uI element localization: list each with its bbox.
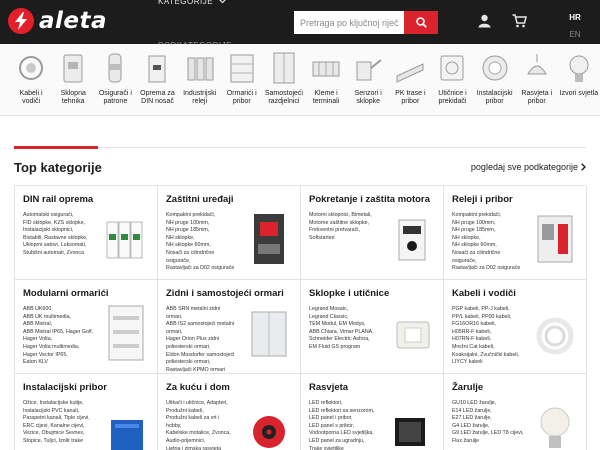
subcategory-link[interactable]: Motorni sklopnici, Bimetali,	[309, 212, 372, 218]
subcategory-link[interactable]: ABB Mistral,	[23, 321, 53, 328]
category-card[interactable]	[301, 280, 444, 374]
category-label: Sklopna tehnika	[60, 90, 86, 105]
subcategory-link[interactable]: NH pruge 185mm,	[452, 227, 496, 234]
see-all-label: pogledaj sve podkategorije	[470, 162, 578, 172]
subcategory-link[interactable]: H05RR-F kabeli,	[452, 328, 492, 335]
subcategory-link[interactable]: LED panel za ugradnju,	[309, 437, 365, 444]
subcategory-link[interactable]: ormari,	[166, 313, 183, 320]
subcategory-link[interactable]: Flux žarulje	[452, 437, 480, 444]
category-card[interactable]	[158, 186, 301, 280]
category-label: Instalacijski pribor	[476, 90, 513, 105]
category-card[interactable]	[158, 374, 301, 450]
language-switcher	[566, 9, 584, 43]
category-product-image	[248, 398, 290, 450]
subcategory-link[interactable]: LED reflektori sa senzorom,	[309, 407, 375, 414]
category-card-title[interactable]: Instalacijski pribor	[23, 382, 107, 393]
chevron-down-icon	[219, 0, 226, 4]
subcategory-link[interactable]: GU10 LED žarulje,	[452, 400, 497, 406]
category-card[interactable]	[301, 186, 444, 280]
subcategory-link[interactable]: LED panel i pribor,	[309, 415, 353, 422]
subcategory-link[interactable]: Parapetni kanali, Tiple cijevi,	[23, 415, 90, 422]
subcategory-link[interactable]: NH pruge 100mm,	[452, 219, 496, 226]
subcategory-link[interactable]: ABB UK multimedia,	[23, 313, 71, 320]
subcategory-link[interactable]: Kompaktni prekidači,	[166, 212, 216, 218]
category-product-image	[105, 304, 147, 362]
subcategory-link[interactable]: ERC cijevi, Kanalne cijevi,	[23, 422, 85, 429]
subcategory-link[interactable]: Ožice, Instalacijske kutije,	[23, 400, 84, 406]
subcategory-links	[309, 306, 389, 352]
category-card-title[interactable]: Sklopke i utičnice	[309, 288, 390, 299]
subcategory-link[interactable]: ABB IS2 samostojeći metalni	[166, 321, 235, 328]
category-card-title[interactable]: Žarulje	[452, 382, 484, 393]
subcategory-links	[309, 400, 389, 450]
category-product-icon	[14, 50, 48, 86]
category-product-image	[534, 210, 576, 268]
lang-hr[interactable]: HR	[569, 13, 581, 22]
category-card-title[interactable]: Pokretanje i zaštita motora	[309, 194, 430, 205]
subcategory-links	[452, 306, 532, 367]
category-product-icon	[562, 50, 596, 86]
category-product-icon	[478, 50, 512, 86]
logo-text: aleta	[39, 8, 108, 34]
top-header	[0, 0, 600, 44]
subcategory-links	[452, 400, 532, 446]
category-card-title[interactable]: Zidni i samostojeći ormari	[166, 288, 284, 299]
subcategory-link[interactable]: NH sklopke,	[452, 234, 481, 241]
subcategory-link[interactable]: Nosači za cilindrične	[166, 249, 215, 256]
subcategory-link[interactable]: Rastavljači KPMO ormari	[166, 366, 226, 373]
category-product-image	[248, 210, 290, 268]
category-label: Osigurači i patrone	[98, 90, 132, 105]
category-product-image	[248, 304, 290, 362]
subcategory-link[interactable]: Kompaktni prekidači,	[452, 212, 502, 218]
category-product-icon	[183, 50, 217, 86]
subcategory-links	[166, 212, 246, 273]
subcategory-link[interactable]: osigurače,	[166, 257, 191, 264]
subcategory-link[interactable]: Instalacijski PVC kanali,	[23, 407, 80, 414]
subcategory-link[interactable]: E14 LED žarulje,	[452, 407, 492, 414]
category-card[interactable]	[301, 374, 444, 450]
category-card-title[interactable]: Rasvjeta	[309, 382, 349, 393]
subcategory-link[interactable]: LED panel s pribor,	[309, 422, 355, 429]
subcategory-link[interactable]: poliesterski ormari,	[166, 343, 211, 350]
subcategory-link[interactable]: LED reflektori,	[309, 400, 343, 406]
category-product-image	[534, 304, 576, 362]
category-product-icon	[140, 50, 174, 86]
category-label: PK trase i pribor	[395, 90, 426, 105]
category-product-icon	[351, 50, 385, 86]
category-item[interactable]	[52, 44, 94, 116]
category-item[interactable]	[94, 44, 136, 116]
subcategory-link[interactable]: NH pruge 185mm,	[166, 227, 210, 234]
subcategory-link[interactable]: NH sklopke 60mm,	[452, 242, 497, 249]
subcategory-link[interactable]: Ljetna i zimska rasvjeta	[166, 445, 222, 450]
category-item[interactable]	[474, 44, 516, 116]
subcategory-link[interactable]: Motorne zaštitne sklopke,	[309, 219, 370, 226]
subcategory-link[interactable]: ormari,	[166, 328, 183, 335]
category-label: Utičnice i prekidači	[438, 90, 467, 105]
subcategory-links	[166, 400, 246, 450]
category-product-icon	[56, 50, 90, 86]
subcategory-link[interactable]: Utikači i utičnice, Adapteri,	[166, 400, 228, 406]
category-label: Kabeli i vodiči	[19, 90, 43, 105]
subcategory-link[interactable]: ABB Chiara, Vimar PLANA,	[309, 328, 374, 335]
category-item[interactable]	[10, 44, 52, 116]
subcategory-link[interactable]: Hager Volta multimedia,	[23, 343, 80, 350]
subcategory-link[interactable]: Hager Orion Plus zidni	[166, 336, 219, 343]
subcategory-links	[23, 306, 103, 367]
category-label: Industrijski releji	[183, 90, 217, 105]
subcategory-link[interactable]: Stopice, Tuljci, Izolir trake	[23, 437, 84, 444]
subcategory-link[interactable]: Ukloprni satovi, Luksomati,	[23, 242, 87, 249]
category-item[interactable]	[136, 44, 178, 116]
cart-icon[interactable]	[512, 14, 527, 33]
category-card[interactable]	[15, 186, 158, 280]
category-product-image	[105, 398, 147, 450]
search-bar	[294, 11, 438, 34]
subcategory-link[interactable]: Rastavljači za D02 osigurače	[452, 265, 521, 272]
category-item[interactable]	[558, 44, 600, 116]
category-card-title[interactable]: Releji i pribor	[452, 194, 513, 205]
category-label: Kleme i terminali	[312, 90, 340, 105]
subcategory-link[interactable]: osigurače,	[452, 257, 477, 264]
category-product-icon	[520, 50, 554, 86]
category-card[interactable]	[15, 280, 158, 374]
category-card[interactable]	[444, 374, 587, 450]
category-product-icon	[225, 50, 259, 86]
category-card[interactable]	[158, 280, 301, 374]
category-card[interactable]	[444, 280, 587, 374]
subcategory-link[interactable]: Produžni kabeli za vrt i	[166, 415, 220, 422]
category-item[interactable]	[221, 44, 263, 116]
subcategory-link[interactable]: TEM Modul, EM Modys,	[309, 321, 366, 328]
category-product-image	[105, 210, 147, 268]
category-product-image	[391, 210, 433, 268]
subcategory-link[interactable]: Rastavljači za D02 osigurače	[166, 265, 235, 272]
user-icon[interactable]	[478, 14, 491, 33]
category-product-image	[391, 398, 433, 450]
aleta-logo[interactable]	[8, 8, 107, 34]
category-item[interactable]	[389, 44, 431, 116]
subcategory-link[interactable]: Produžni kabeli,	[166, 407, 204, 414]
category-label: Izvori svjetla	[559, 90, 599, 97]
subcategory-link[interactable]: Nosači za cilindrične	[452, 249, 501, 256]
category-item[interactable]	[347, 44, 389, 116]
subcategory-links	[166, 306, 246, 374]
subcategory-link[interactable]: ABB Mistral IP65, Hager Golf,	[23, 328, 94, 335]
subcategory-link[interactable]: Bistabili, Rastavne sklopke,	[23, 234, 88, 241]
subcategory-links	[452, 212, 532, 273]
subcategory-link[interactable]: Vezice, Obujmice Sevnex,	[23, 430, 85, 437]
chevron-right-icon	[581, 163, 586, 171]
category-card[interactable]	[444, 186, 587, 280]
subcategory-link[interactable]: Instalacijski sklopnici,	[23, 227, 74, 234]
subcategory-link[interactable]: Frekventni pretvarači,	[309, 227, 360, 234]
subcategory-link[interactable]: ABB UK600,	[23, 306, 53, 312]
category-product-icon	[393, 50, 427, 86]
subcategory-links	[23, 400, 103, 446]
lang-en[interactable]: EN	[569, 30, 581, 39]
subcategory-link[interactable]: FID sklopke, KZS sklopke,	[23, 219, 86, 226]
subcategory-link[interactable]: NH sklopke 60mm,	[166, 242, 211, 249]
subcategory-link[interactable]: Hager Volta,	[23, 336, 53, 343]
subcategory-link[interactable]: Eaton KLV	[23, 359, 48, 366]
category-item[interactable]	[305, 44, 347, 116]
category-product-icon	[435, 50, 469, 86]
category-product-image	[534, 398, 576, 450]
category-card-title[interactable]: Kabeli i vodiči	[452, 288, 516, 299]
subcategory-link[interactable]: Kabelske motalice, Zvonca,	[166, 430, 231, 437]
subcategory-link[interactable]: ABB SRN metalni zidni	[166, 306, 221, 312]
category-product-icon	[267, 50, 301, 86]
subcategory-links	[23, 212, 103, 258]
category-card-title[interactable]: Modularni ormarići	[23, 288, 109, 299]
subcategory-link[interactable]: Legrand Classic,	[309, 313, 349, 320]
subcategory-link[interactable]: NH pruge 100mm,	[166, 219, 210, 226]
subcategory-link[interactable]: Softstarteri	[309, 234, 335, 241]
category-card-title[interactable]: DIN rail oprema	[23, 194, 94, 205]
subcategory-link[interactable]: Eldon Mosdorfer samostojeći	[166, 351, 235, 358]
subcategory-links	[309, 212, 389, 242]
category-strip	[0, 44, 600, 116]
category-card-title[interactable]: Za kuću i dom	[166, 382, 230, 393]
subcategory-link[interactable]: Mrežni Cat kabeli,	[452, 343, 495, 350]
subcategory-link[interactable]: poliesterski ormari,	[166, 359, 211, 366]
subcategory-link[interactable]: FG16OR16 kabeli,	[452, 321, 496, 328]
subcategory-link[interactable]: Automatski osigurači,	[23, 212, 74, 218]
category-item[interactable]	[263, 44, 305, 116]
subcategory-link[interactable]: Audio-prijemnici,	[166, 437, 206, 444]
top-categories-grid	[14, 185, 586, 450]
nav-categories-label: KATEGORIJE	[158, 0, 214, 6]
lightning-icon	[8, 8, 34, 34]
category-item[interactable]	[516, 44, 558, 116]
subcategory-link[interactable]: PGP kabeli, PP-J kabeli,	[452, 306, 510, 312]
subcategory-link[interactable]: Legrand Mosaic,	[309, 306, 349, 312]
subcategory-link[interactable]: Hager Vector IP65,	[23, 351, 68, 358]
subcategory-link[interactable]: NH sklopke,	[166, 234, 195, 241]
category-product-icon	[98, 50, 132, 86]
category-item[interactable]	[431, 44, 473, 116]
nav-categories-menu[interactable]	[158, 0, 226, 6]
category-card-title[interactable]: Zaštitni uređaji	[166, 194, 234, 205]
subcategory-link[interactable]: Schneider Electric Asfora,	[309, 336, 370, 343]
subcategory-link[interactable]: LIYCY kabeli	[452, 359, 483, 366]
category-label: Senzori i sklopke	[354, 90, 382, 105]
category-card[interactable]	[15, 374, 158, 450]
subcategory-link[interactable]: PP/L kabeli, PP00 kabeli,	[452, 313, 512, 320]
subcategory-link[interactable]: Koaksijalni, Zvučnički kabeli,	[452, 351, 520, 358]
search-input[interactable]	[294, 11, 404, 34]
subcategory-link[interactable]: H07RN-F kabeli,	[452, 336, 492, 343]
category-label: Samostojeći razdjelnici	[264, 90, 303, 105]
category-label: Ormarići i pribor	[226, 90, 257, 105]
subcategory-link[interactable]: EM Fluid GS program	[309, 343, 361, 350]
category-label: Rasvjeta i pribor	[521, 90, 553, 105]
section-title: Top kategorije	[14, 160, 102, 175]
subcategory-link[interactable]: G4 LED žarulje,	[452, 422, 490, 429]
search-button[interactable]	[404, 11, 438, 34]
subcategory-link[interactable]: hobby,	[166, 422, 182, 429]
subcategory-link[interactable]: Trake svjetiljke	[309, 445, 344, 450]
subcategory-link[interactable]: Vodootporna LED svjetiljka,	[309, 430, 374, 437]
section-accent	[14, 146, 98, 149]
subcategory-link[interactable]: E27 LED žarulje,	[452, 415, 492, 422]
category-label: Oprema za DIN nosač	[140, 90, 175, 105]
section-divider	[14, 147, 586, 148]
category-product-icon	[309, 50, 343, 86]
category-product-image	[391, 304, 433, 362]
category-item[interactable]	[179, 44, 221, 116]
search-icon	[416, 17, 427, 28]
see-all-link[interactable]	[471, 162, 586, 172]
subcategory-link[interactable]: G9 LED žarulje, LED T8 cijevi,	[452, 430, 524, 437]
subcategory-link[interactable]: Stubišni automati, Zvonca	[23, 249, 84, 256]
